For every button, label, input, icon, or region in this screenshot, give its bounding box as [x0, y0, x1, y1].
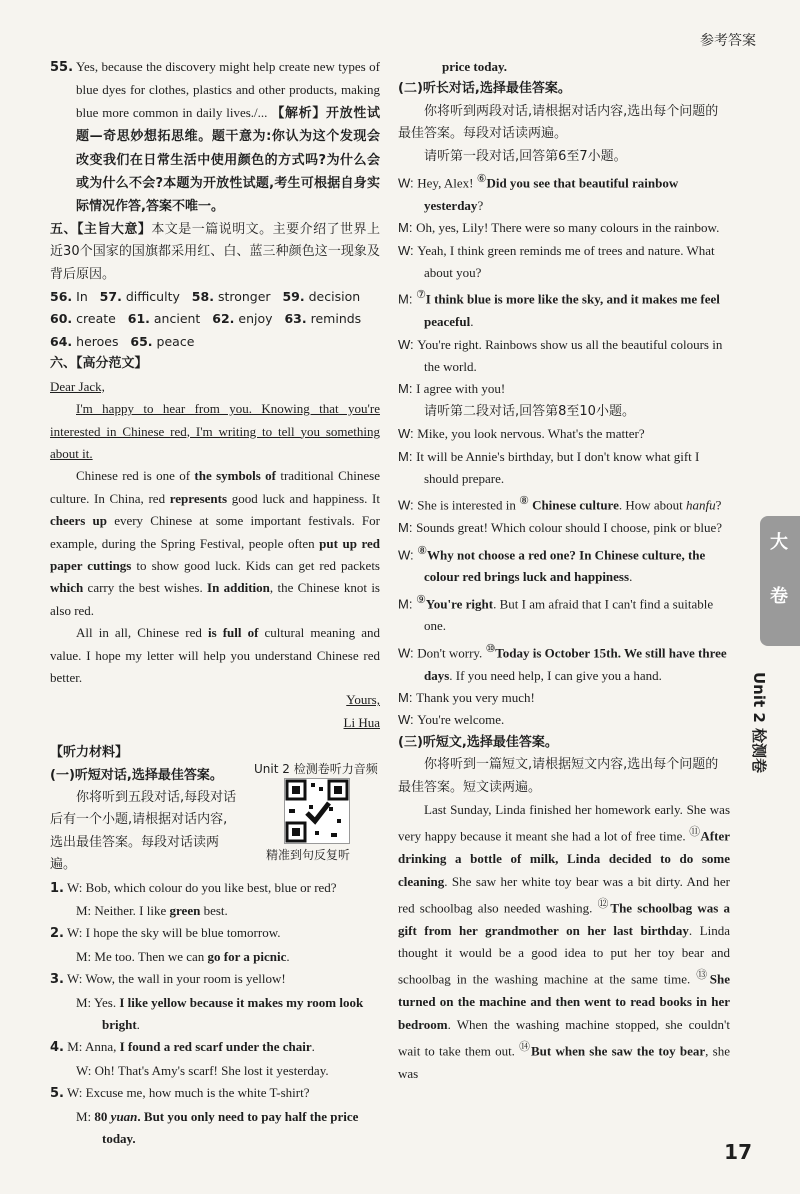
conv2-line: W: ⑧Why not choose a red one? In Chinese culture, the colour red brings luck and happiness.: [398, 544, 706, 585]
conv1-intro: 请听第一段对话,回答第6至7小题。: [424, 148, 627, 164]
dialogue-2: 2. W: I hope the sky will be blue tomorrow.: [50, 925, 281, 942]
passage: Last Sunday, Linda finished her homework early. She was very happy because it meant she had a lot of free time. ⑪After drinking a bottle of milk, Linda decided to do some cleaning. She saw her white toy bear was a bit dirty. And her red schoolbag also needed washing. ⑫The schoolbag was a gift from her grandmother on her last birthday. Linda thought it would be a good idea to put her toy bear and schoolbag in the washing machine at the same time. ⑬She turned on the machine and then went to read books in her bedroom. When the washing machine stopped, she couldn't wait to take them out. ⑭But when she saw the toy bear, she was: [398, 801, 731, 1081]
side-tab: 大 卷: [760, 516, 800, 646]
analysis-text: 开放性试题—奇思妙想拓思维。题干意为:你认为这个发现会改变我们在日常生活中使用颜色的方式吗?为什么会或为什么不会?本题为开放性试题,考生可根据自身实际情况作答,答案不唯一。: [76, 105, 380, 215]
part1-label: (一)听短对话,选择最佳答案。: [50, 767, 223, 783]
conv1-line: W: Yeah, I think green reminds me of trees and nature. What about you?: [398, 242, 715, 280]
dialogue-1: 1. W: Bob, which colour do you like best, blue or red?: [50, 879, 337, 896]
part3-label: (三)听短文,选择最佳答案。: [398, 734, 558, 750]
conv2-line: M: Sounds great! Which colour should I choose, pink or blue?: [398, 520, 722, 536]
part2-label: (二)听长对话,选择最佳答案。: [398, 81, 571, 97]
page-number: 17: [724, 1140, 752, 1164]
conv2-line: M: It will be Annie's birthday, but I don't know what gift I should prepare.: [398, 448, 700, 486]
letter-signature: Li Hua: [343, 714, 380, 730]
part2-intro: 你将听到两段对话,请根据对话内容,选出每个问题的最佳答案。每段对话读两遍。: [398, 103, 719, 142]
qr-caption-top: Unit 2 检测卷听力音频: [254, 762, 378, 776]
conv2-line: W: Mike, you look nervous. What's the matter?: [398, 426, 645, 442]
d5-continuation: price today.: [442, 59, 507, 74]
letter-salutation: Dear Jack,: [50, 378, 105, 394]
qr-caption-bottom: 精准到句反复听: [266, 848, 351, 862]
conv2-line: W: You're welcome.: [398, 712, 505, 728]
conv1-line: W: Hey, Alex! ⑥Did you see that beautiful rainbow yesterday?: [398, 173, 679, 213]
dialogue-4: 4. M: Anna, I found a red scarf under the chair.: [50, 1039, 315, 1056]
conv2-intro: 请听第二段对话,回答第8至10小题。: [424, 403, 635, 419]
letter-closing: Yours,: [346, 692, 380, 708]
qr-code-icon[interactable]: [284, 778, 350, 844]
conv2-line: W: Don't worry. ⑩Today is October 15th. We still have three days. If you need help, I can give you a hand.: [398, 642, 727, 683]
conv1-line: M: ⑦I think blue is more like the sky, and it makes me feel peaceful.: [398, 289, 720, 330]
left-column: 55. Yes, because the discovery might help create new types of blue dyes for clothes, plastics and other products, making blue more common in daily lives./... 【解析】开放性试题—奇思妙想拓思维。题干意为:你认为这个发现会改变我们在日常生活中使用颜色的方式吗?为什么会或为什么不会?本题为开放性试题,考生可根据自身实际情况作答,答案不唯一。 五、【主旨大意】本文是一篇说明文。主要介绍了世界上近30个国家的国旗都采用红、白、蓝三种颜色这一现象及背后原因。 56. In 57. difficulty 58. stronger 59. decision 60. create 61. ancient 62. enjoy 63. reminds 64. heroes 65. peace 六、【高分范文】 Dear Jack, I'm happy to hear from you. Knowing that you're interested in Chinese red, I'm writing to tell you something about it. Chinese red is one of the symbols of traditional Chinese culture. In China, red represents good luck and happiness. It cheers up every Chinese at some important festivals. For example, during the Spring Festival, people often put up red paper cuttings to show good luck. Kids can get red packets which carry the best wishes. In addition, the Chinese knot is also red. All in all, Chinese red is full of cultural meaning and value. I hope my letter will help you understand Chinese red better. Yours, Li Hua 【听力材料】 (一)听短对话,选择最佳答案。 你将听到五段对话,每段对话后有一个小题,请根据对话内容,选出最佳答案。每段对话读两遍。 1. W: Bob, which colour do you like best, blue or red? M: Neither. I like green best. 2. W: I hope the sky will be blue tomorrow. M: Me too. Then we can go for a picnic. 3. W: Wow, the wall in your room is yellow! M: Yes. I like yellow because it makes my room look bright. 4. M: Anna, I found a red scarf under the chair. W: Oh! That's Amy's scarf! She lost it yesterday. 5. W: Excuse me, how much is the white T-shirt? M: 80 yuan. But you only need to pay half the price today.: [50, 56, 380, 1151]
unit-label: Unit 2 检测卷: [750, 672, 768, 774]
letter-body-1: Chinese red is one of the symbols of traditional Chinese culture. In China, red represents good luck and happiness. It cheers up every Chinese at some important festivals. For example, during the Spring Festival, people often put up red paper cuttings to show good luck. Kids can get red packets which carry the best wishes. In addition, the Chinese knot is also red.: [50, 468, 380, 618]
part1-intro: 你将听到五段对话,每段对话后有一个小题,请根据对话内容,选出最佳答案。每段对话读两遍。: [50, 790, 237, 873]
right-column: [398, 56, 730, 1085]
answer-55: 55. Yes, because the discovery might help create new types of blue dyes for clothes, plastics and other products, making blue more common in daily lives./... 【解析】开放性试题—奇思妙想拓思维。题干意为:你认为这个发现会改变我们在日常生活中使用颜色的方式吗?为什么会或为什么不会?本题为开放性试题,考生可根据自身实际情况作答,答案不唯一。: [50, 59, 380, 215]
conv2-line: M: ⑨You're right. But I am afraid that I can't find a suitable one.: [398, 593, 714, 634]
section-6: 六、【高分范文】: [50, 356, 148, 372]
conv2-line: M: Thank you very much!: [398, 689, 535, 705]
letter-opening: I'm happy to hear from you. Knowing that you're interested in Chinese red, I'm writing to tell you something about it.: [50, 401, 380, 461]
listening-label: 【听力材料】: [50, 745, 129, 761]
letter-body-2: All in all, Chinese red is full of cultural meaning and value. I hope my letter will help you understand Chinese red better.: [50, 625, 380, 685]
answer-list: 56. In 57. difficulty 58. stronger 59. decision 60. create 61. ancient 62. enjoy 63. reminds 64. heroes 65. peace: [50, 289, 362, 349]
conv1-line: M: I agree with you!: [398, 381, 506, 397]
conv1-line: W: You're right. Rainbows show us all the beautiful colours in the world.: [398, 336, 723, 374]
conv1-line: M: Oh, yes, Lily! There were so many colours in the rainbow.: [398, 220, 720, 236]
dialogue-3: 3. W: Wow, the wall in your room is yellow!: [50, 971, 286, 988]
dialogue-5: 5. W: Excuse me, how much is the white T-shirt?: [50, 1085, 310, 1102]
section-5: 五、【主旨大意】本文是一篇说明文。主要介绍了世界上近30个国家的国旗都采用红、白、蓝三种颜色这一现象及背后原因。: [50, 221, 380, 282]
conv2-line: W: She is interested in ⑧ Chinese culture. How about hanfu?: [398, 495, 722, 513]
part3-intro: 你将听到一篇短文,请根据短文内容,选出每个问题的最佳答案。短文读两遍。: [398, 757, 719, 795]
page-header: 参考答案: [700, 33, 756, 49]
